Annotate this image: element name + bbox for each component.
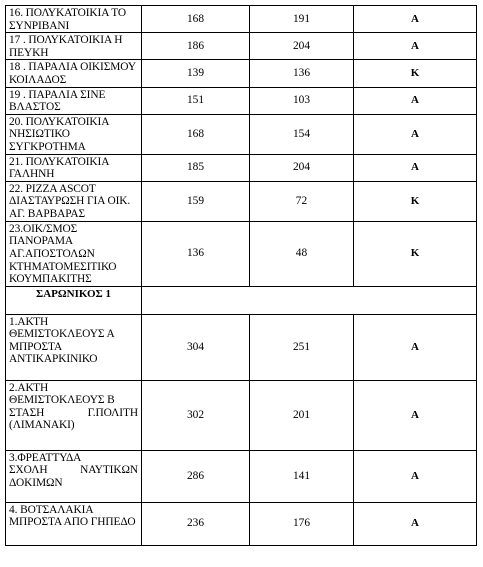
classification-cell: Α xyxy=(354,314,477,380)
section-header-group xyxy=(6,286,477,314)
location-name-line: ΝΗΣΙΩΤΙΚΟ xyxy=(9,128,70,141)
measurement-2-cell: 251 xyxy=(250,314,354,380)
classification-cell: Κ xyxy=(354,60,477,87)
classification-cell: Α xyxy=(354,154,477,181)
measurement-1-cell: 185 xyxy=(142,154,250,181)
location-name-line: ΘΕΜΙΣΤΟΚΛΕΟΥΣ Α xyxy=(9,328,115,341)
measurement-1-cell: 159 xyxy=(142,181,250,221)
measurement-2-cell: 154 xyxy=(250,114,354,154)
location-name-line: ΠΑΝΟΡΑΜΑ xyxy=(9,235,73,248)
location-name-line: 17 . ΠΟΛΥΚΑΤΟΙΚΙΑ Η xyxy=(9,34,123,47)
measurement-2-cell: 136 xyxy=(250,60,354,87)
table-row xyxy=(6,114,477,154)
location-name-cell xyxy=(6,181,142,221)
measurement-1-cell: 139 xyxy=(142,60,250,87)
location-name-line: 2.ΑΚΤΗ xyxy=(9,381,49,394)
table-row xyxy=(6,33,477,60)
classification-cell: Α xyxy=(354,502,477,545)
table-row xyxy=(6,87,477,114)
location-name-line: ΠΕΥΚΗ xyxy=(9,46,49,59)
section-spacer-cell xyxy=(354,286,477,314)
location-name-line: (ΛΙΜΑΝΑΚΙ) xyxy=(9,419,75,432)
location-name-line: ΑΝΤΙΚΑΡΚΙΝΙΚΟ xyxy=(9,353,98,366)
location-name-line: 4. ΒΟΤΣΑΛΑΚΙΑ xyxy=(9,503,94,516)
measurement-1-cell: 136 xyxy=(142,221,250,286)
location-name-cell xyxy=(6,380,142,450)
location-name-line: ΣΤΑΣΗ Γ.ΠΟΛΙΤΗ xyxy=(9,406,138,419)
measurement-2-cell: 201 xyxy=(250,380,354,450)
table-row xyxy=(6,450,477,502)
classification-cell: Α xyxy=(354,6,477,33)
location-name-line: ΒΛΑΣΤΟΣ xyxy=(9,101,61,114)
measurement-2-cell: 191 xyxy=(250,6,354,33)
location-name-cell xyxy=(6,314,142,380)
section-title: ΣΑΡΩΝΙΚΟΣ 1 xyxy=(6,286,142,314)
location-name-line: ΣΥΝΡΙΒΑΝΙ xyxy=(9,19,70,32)
measurement-1-cell: 304 xyxy=(142,314,250,380)
classification-cell: Α xyxy=(354,450,477,502)
location-name-line: 20. ΠΟΛΥΚΑΤΟΙΚΙΑ xyxy=(9,115,110,128)
table-row xyxy=(6,221,477,286)
location-name-line: ΚΟΙΛΑΔΟΣ xyxy=(9,73,67,86)
measurement-1-cell: 236 xyxy=(142,502,250,545)
location-name-cell xyxy=(6,60,142,87)
classification-cell: Κ xyxy=(354,221,477,286)
classification-cell: Α xyxy=(354,380,477,450)
location-name-line: ΑΓ.ΑΠΟΣΤΟΛΩΝ xyxy=(9,247,95,260)
measurement-1-cell: 168 xyxy=(142,6,250,33)
measurement-2-cell: 141 xyxy=(250,450,354,502)
table-body-lower xyxy=(6,314,477,545)
location-name-line: 19 . ΠΑΡΑΛΙΑ ΣΙΝΕ xyxy=(9,88,106,101)
location-name-line: ΣΧΟΛΗ ΝΑΥΤΙΚΩΝ xyxy=(9,464,138,477)
location-name-line: 23.ΟΙΚ/ΣΜΟΣ xyxy=(9,222,78,235)
location-name-line: 18 . ΠΑΡΑΛΙΑ ΟΙΚΙΣΜΟΥ xyxy=(9,61,136,74)
measurement-1-cell: 168 xyxy=(142,114,250,154)
table-row xyxy=(6,60,477,87)
location-name-line: ΚΟΥΜΠΑΚΙΤΗΣ xyxy=(9,273,92,286)
section-header-row xyxy=(6,286,477,314)
location-name-line: ΜΠΡΟΣΤΑ ΑΠΟ ΓΗΠΕΔΟ xyxy=(9,516,136,529)
location-name-line: 3.ΦΡΕΑΤΤΥΔΑ xyxy=(9,451,82,464)
location-name-line: ΔΟΚΙΜΩΝ xyxy=(9,476,63,489)
location-name-cell xyxy=(6,33,142,60)
table-row xyxy=(6,314,477,380)
section-spacer-cell xyxy=(250,286,354,314)
location-name-cell xyxy=(6,87,142,114)
location-name-line: 22. PIZZA ASCOT xyxy=(9,182,96,195)
location-name-cell xyxy=(6,114,142,154)
location-name-line: ΓΑΛΗΝΗ xyxy=(9,168,55,181)
measurement-1-cell: 302 xyxy=(142,380,250,450)
measurement-2-cell: 176 xyxy=(250,502,354,545)
location-name-cell xyxy=(6,450,142,502)
location-name-line: ΚΤΗΜΑΤΟΜΕΣΙΤΙΚΟ xyxy=(9,260,117,273)
table-body-upper xyxy=(6,6,477,287)
location-name-cell xyxy=(6,502,142,545)
document-page xyxy=(5,5,476,560)
table-row xyxy=(6,502,477,545)
classification-cell: Α xyxy=(354,87,477,114)
location-name-line: 21. ΠΟΛΥΚΑΤΟΙΚΙΑ xyxy=(9,155,110,168)
location-name-cell xyxy=(6,221,142,286)
measurement-2-cell: 103 xyxy=(250,87,354,114)
location-name-line: ΘΕΜΙΣΤΟΚΛΕΟΥΣ Β xyxy=(9,394,115,407)
location-name-line: ΜΠΡΟΣΤΑ xyxy=(9,340,63,353)
location-name-line: 1.ΑΚΤΗ xyxy=(9,315,49,328)
measurement-1-cell: 286 xyxy=(142,450,250,502)
table-row xyxy=(6,6,477,33)
measurement-2-cell: 204 xyxy=(250,33,354,60)
table-row xyxy=(6,380,477,450)
beach-water-quality-table xyxy=(5,5,477,546)
measurement-2-cell: 204 xyxy=(250,154,354,181)
measurement-1-cell: 186 xyxy=(142,33,250,60)
table-row xyxy=(6,154,477,181)
location-name-line: ΣΥΓΚΡΟΤΗΜΑ xyxy=(9,140,86,153)
location-name-line: ΑΓ. ΒΑΡΒΑΡΑΣ xyxy=(9,207,86,220)
measurement-1-cell: 151 xyxy=(142,87,250,114)
measurement-2-cell: 72 xyxy=(250,181,354,221)
classification-cell: Κ xyxy=(354,181,477,221)
location-name-line: 16. ΠΟΛΥΚΑΤΟΙΚΙΑ ΤΟ xyxy=(9,7,127,19)
measurement-2-cell: 48 xyxy=(250,221,354,286)
classification-cell: Α xyxy=(354,114,477,154)
location-name-cell xyxy=(6,154,142,181)
classification-cell: Α xyxy=(354,33,477,60)
table-row xyxy=(6,181,477,221)
section-spacer-cell xyxy=(142,286,250,314)
location-name-cell xyxy=(6,6,142,33)
location-name-line: ΔΙΑΣΤΑΥΡΩΣΗ ΓΙΑ ΟΙΚ. xyxy=(9,195,131,208)
